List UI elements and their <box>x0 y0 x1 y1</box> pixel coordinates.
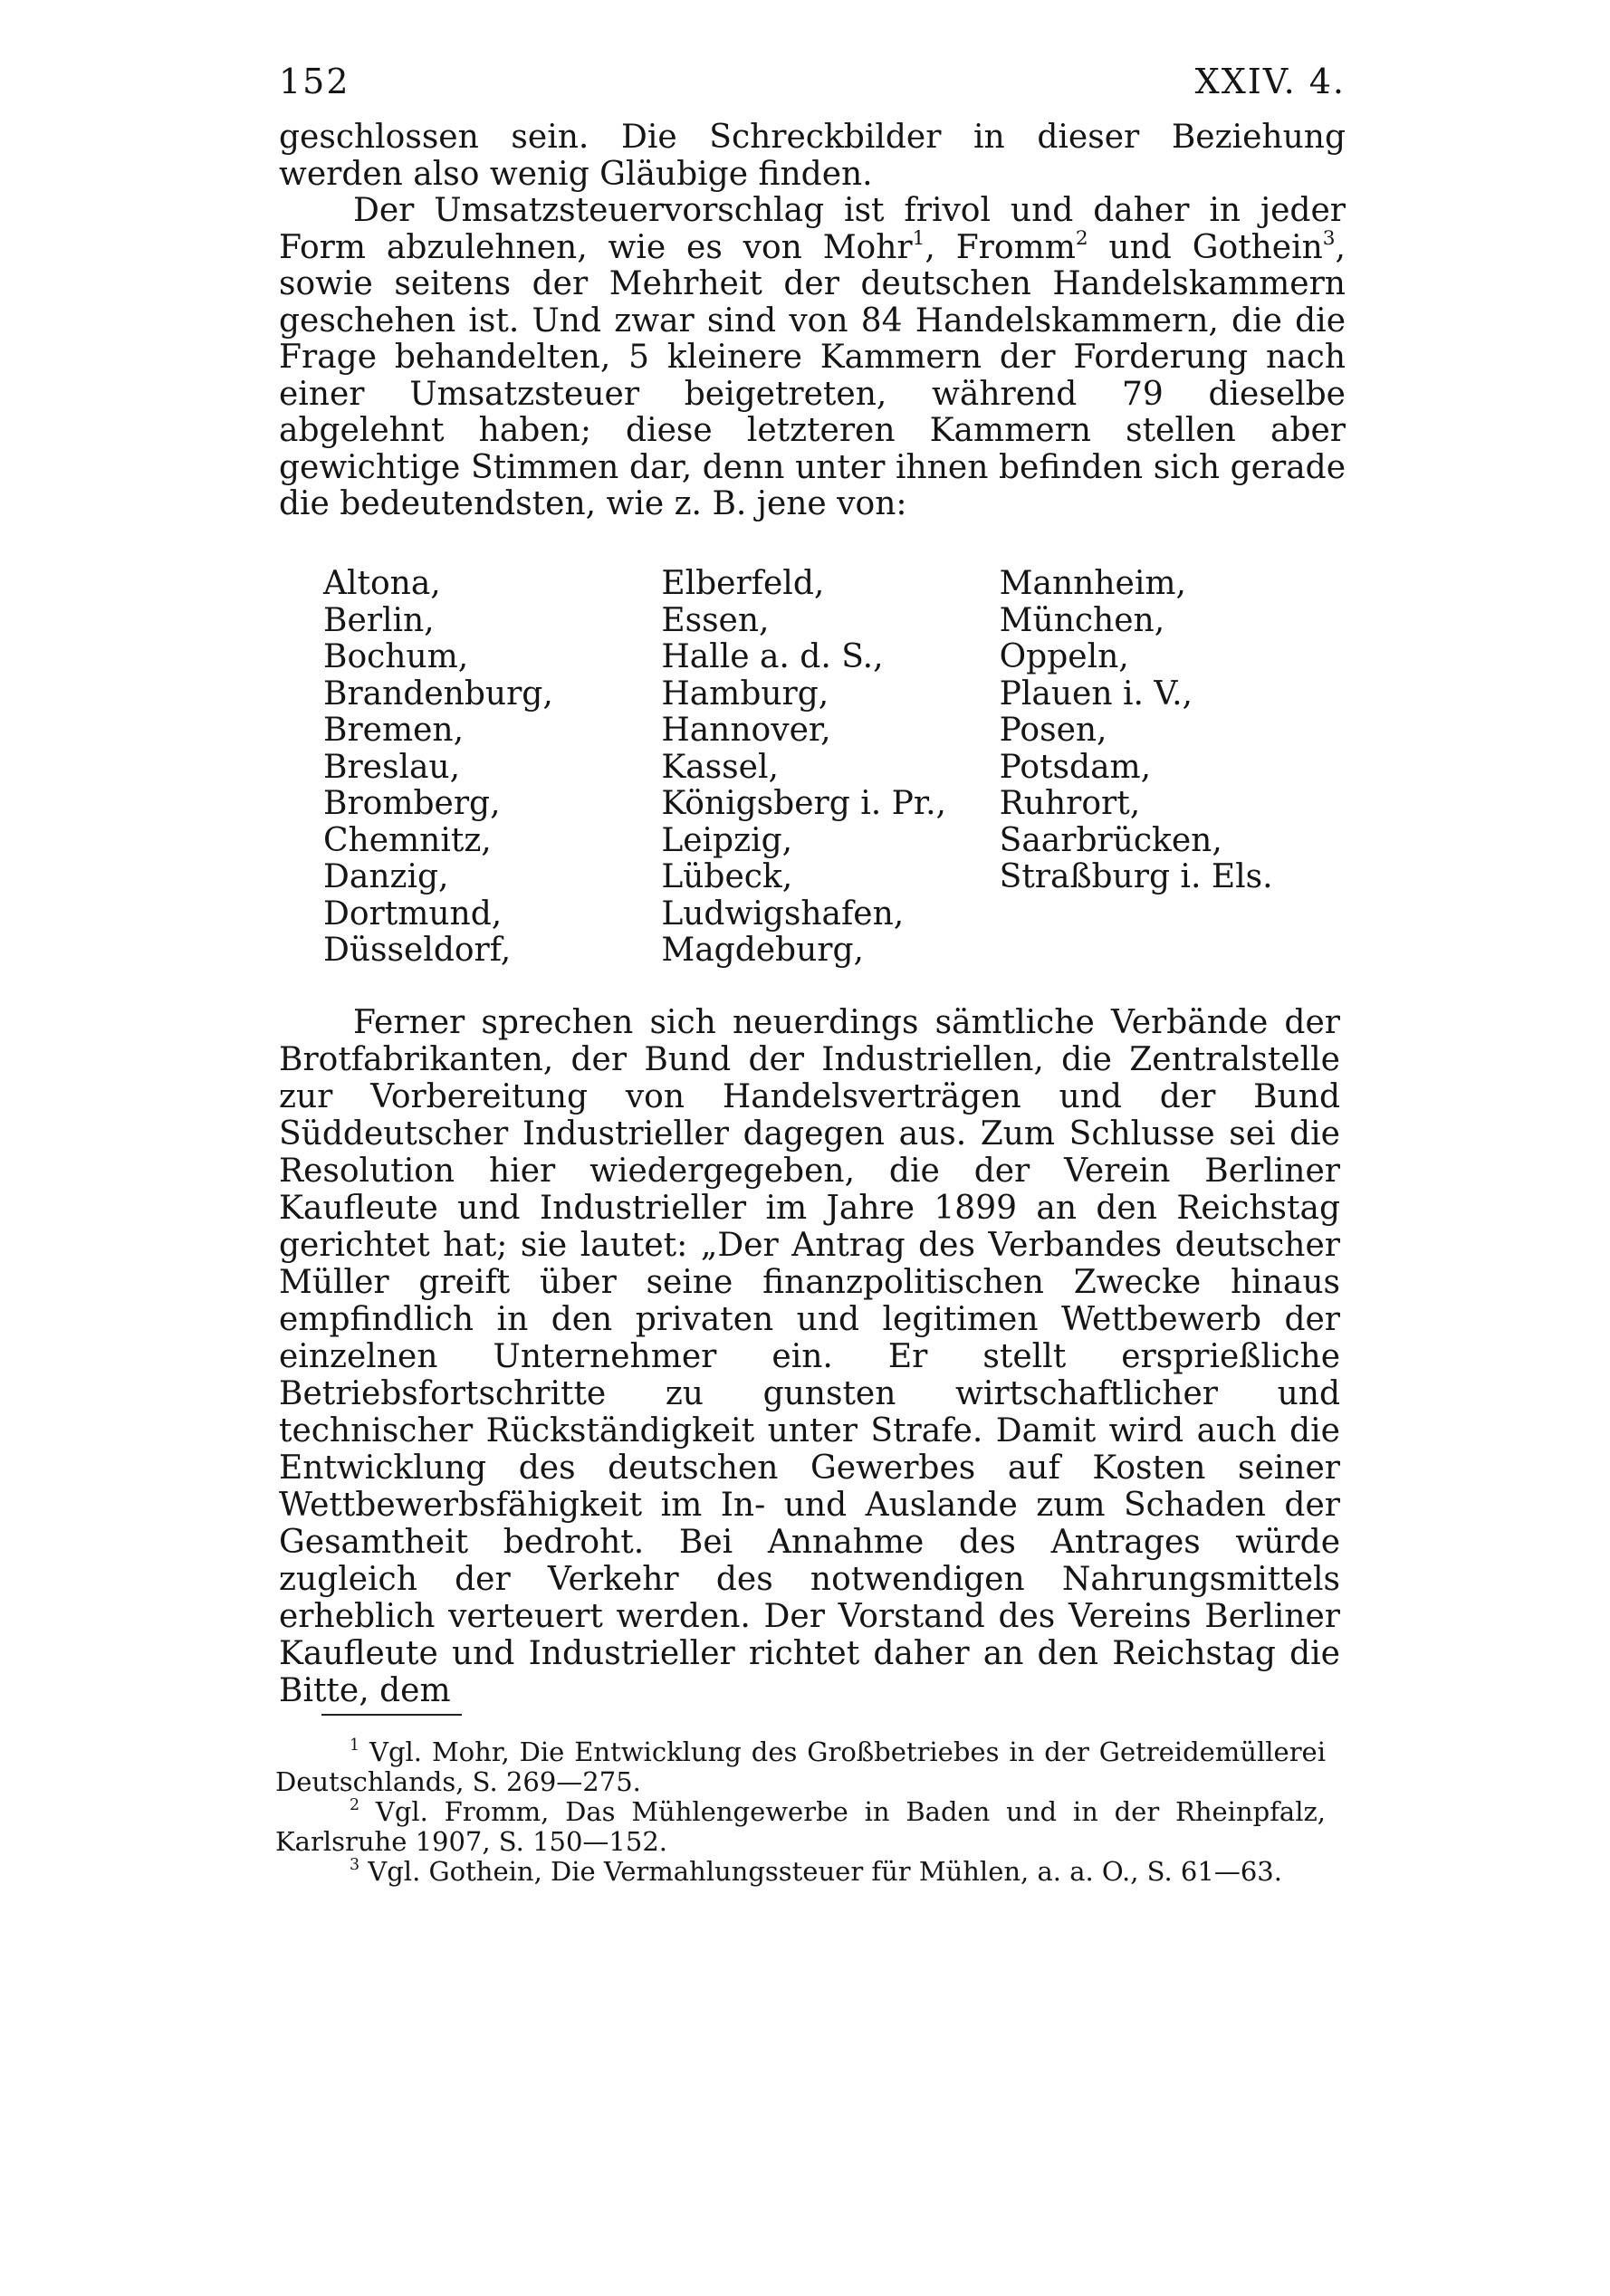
city-item: Breslau, <box>323 748 461 786</box>
paragraph-1: geschlossen sein. Die Schreckbilder in dieser Beziehung werden also wenig Gläubige finden. <box>279 119 1346 193</box>
city-item: Hannover, <box>661 712 831 749</box>
footnote-ref-1: 1 <box>912 226 925 250</box>
footnote-ref-2: 2 <box>1075 226 1088 250</box>
footnote-3 <box>275 1857 1326 1887</box>
page-number: 152 <box>279 62 350 101</box>
footnote-2 <box>275 1797 1326 1857</box>
city-item: Bromberg, <box>323 785 501 822</box>
paragraph-2-part-4: , sowie seitens der Mehrheit der deutschen Handelskammern geschehen ist. Und zwar sind von 84 Handelskammern, die die Frage behandelten, 5 kleinere Kammern der Forderung nach einer Umsatzsteuer beigetreten, während 79 dieselbe abgelehnt haben; diese letzteren Kammern stellen aber gewichtige Stimmen dar, denn unter ihnen befinden sich gerade die bedeutendsten, wie z. B. jene von: <box>279 228 1346 522</box>
paragraph-2-part-1: Der Umsatzsteuervorschlag ist frivol und daher in jeder Form abzulehnen, wie es von Mohr <box>279 192 1346 266</box>
city-column-2 <box>661 566 999 970</box>
city-item: Ruhrort, <box>999 785 1141 822</box>
city-item: Bremen, <box>323 712 465 749</box>
city-item: Potsdam, <box>999 748 1152 786</box>
body-text-bottom <box>279 1004 1340 1709</box>
city-item: Kassel, <box>661 748 779 786</box>
body-text-top <box>279 120 1346 523</box>
city-item: Danzig, <box>323 858 449 895</box>
city-item: Bochum, <box>323 638 469 675</box>
footnote-text: Vgl. Mohr, Die Entwicklung des Großbetriebes in der Getreidemüllerei Deutschlands, S. 269—275. <box>275 1736 1326 1797</box>
footnote-marker: 3 <box>350 1855 360 1874</box>
footnote-text: Vgl. Fromm, Das Mühlengewerbe in Baden und in der Rheinpfalz, Karlsruhe 1907, S. 150—152. <box>275 1796 1326 1857</box>
city-item: Mannheim, <box>999 565 1186 602</box>
city-item: Elberfeld, <box>661 565 825 602</box>
section-number: XXIV. 4. <box>1194 62 1346 101</box>
footnote-text: Vgl. Gothein, Die Vermahlungssteuer für Mühlen, a. a. O., S. 61—63. <box>359 1856 1282 1887</box>
city-item: Dortmund, <box>323 894 503 933</box>
city-column-1 <box>323 566 661 970</box>
city-item: Saarbrücken, <box>999 821 1222 859</box>
paragraph-2-part-2: , Fromm <box>925 228 1076 266</box>
footnote-ref-3: 3 <box>1322 226 1336 250</box>
footnote-marker: 1 <box>350 1736 360 1755</box>
city-item: Berlin, <box>323 601 435 639</box>
city-item: München, <box>999 601 1165 639</box>
city-item: Leipzig, <box>661 821 793 859</box>
city-item: Halle a. d. S., <box>661 638 884 675</box>
city-item: Hamburg, <box>661 674 829 713</box>
footnotes <box>275 1737 1326 1887</box>
city-item: Plauen i. V., <box>999 674 1193 713</box>
footnote-marker: 2 <box>350 1795 360 1814</box>
city-item: Brandenburg, <box>323 674 553 713</box>
city-item: Oppeln, <box>999 638 1129 675</box>
city-item: Königsberg i. Pr., <box>661 785 946 822</box>
city-list <box>323 566 1337 970</box>
footnote-1 <box>275 1737 1326 1797</box>
paragraph-2-part-3: und Gothein <box>1088 228 1323 266</box>
city-item: Lübeck, <box>661 858 793 895</box>
running-header <box>279 47 1346 101</box>
city-item: Magdeburg, <box>661 932 864 969</box>
city-item: Altona, <box>323 565 441 602</box>
city-item: Düsseldorf, <box>323 932 512 969</box>
paragraph-3: Ferner sprechen sich neuerdings sämtliche Verbände der Brotfabrikanten, der Bund der Industriellen, die Zentralstelle zur Vorbereitung von Handelsverträgen und der Bund Süddeutscher Industrieller dagegen aus. Zum Schlusse sei die Resolution hier wiedergegeben, die der Verein Berliner Kaufleute und Industrieller im Jahre 1899 an den Reichstag gerichtet hat; sie lautet: „Der Antrag des Verbandes deutscher Müller greift über seine finanzpolitischen Zwecke hinaus empfindlich in den privaten und legitimen Wettbewerb der einzelnen Unternehmer ein. Er stellt ersprießliche Betriebsfortschritte zu gunsten wirtschaftlicher und technischer Rückständigkeit unter Strafe. Damit wird auch die Entwicklung des deutschen Gewerbes auf Kosten seiner Wettbewerbsfähigkeit im In- und Auslande zum Schaden der Gesamtheit bedroht. Bei Annahme des Antrages würde zugleich der Verkehr des notwendigen Nahrungsmittels erheblich verteuert werden. Der Vorstand des Vereins Berliner Kaufleute und Industrieller richtet daher an den Reichstag die Bitte, dem <box>279 1004 1340 1709</box>
city-item: Ludwigshafen, <box>661 894 905 933</box>
city-item: Essen, <box>661 601 770 639</box>
city-column-3 <box>1000 566 1337 970</box>
city-item: Posen, <box>999 712 1107 749</box>
city-item: Chemnitz, <box>323 821 492 859</box>
footnote-divider <box>321 1714 462 1716</box>
city-item: Straßburg i. Els. <box>999 858 1273 895</box>
paragraph-2 <box>279 193 1346 523</box>
